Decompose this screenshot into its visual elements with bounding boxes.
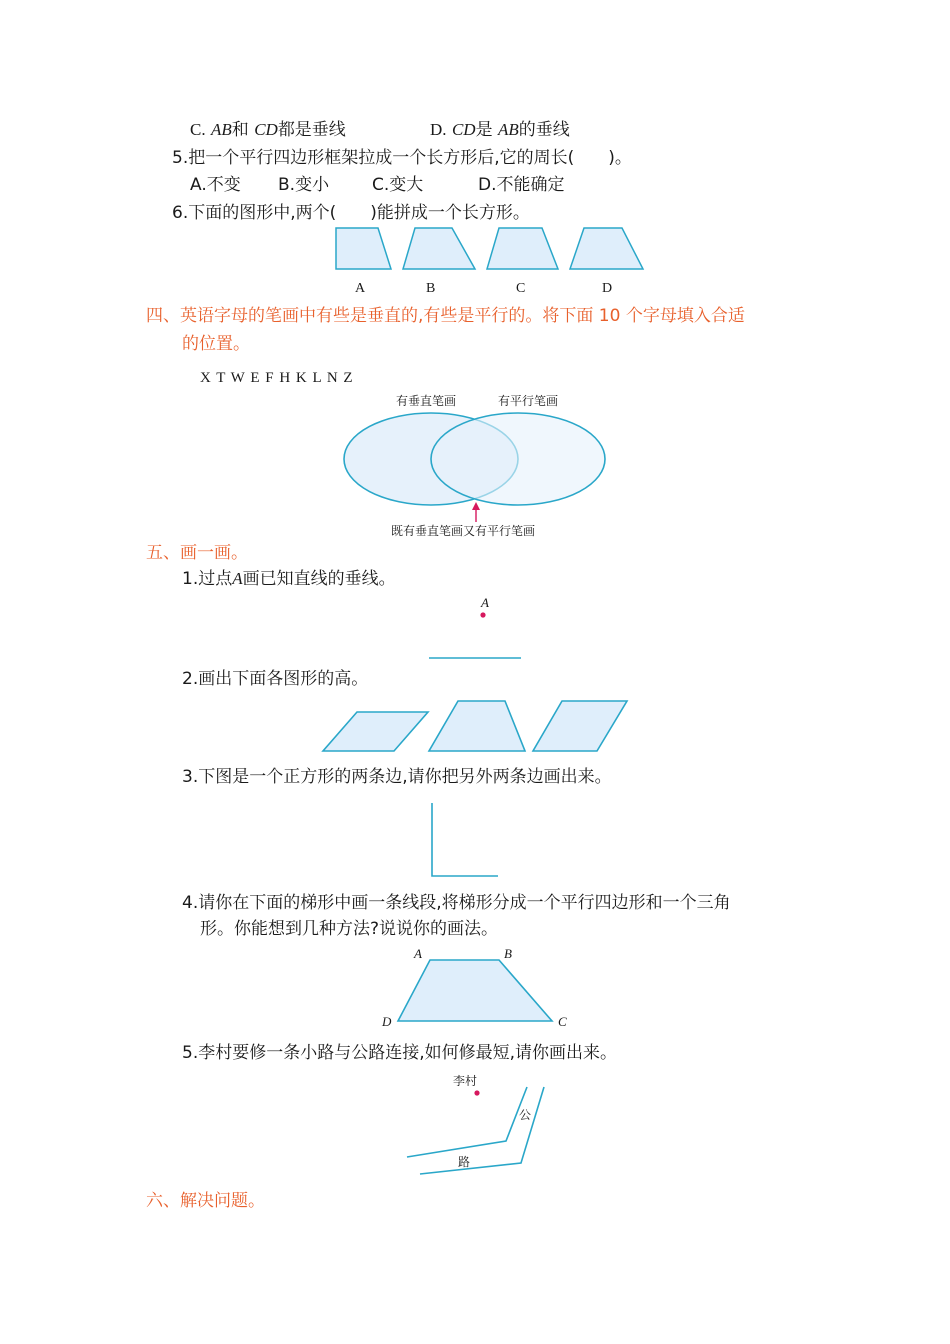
q5-option-b: B.变小 <box>278 175 330 195</box>
section-4-heading-cont: 的位置。 <box>182 334 250 354</box>
option-d: D. CD是 AB的垂线 <box>430 120 570 140</box>
option-c: C. AB和 CD都是垂线 <box>190 120 346 140</box>
letters-list: X T W E F H K L N Z <box>200 370 354 386</box>
q5-option-d: D.不能确定 <box>478 175 565 195</box>
label-c: C <box>516 281 526 296</box>
venn-right-caption: 有平行笔画 <box>498 394 559 408</box>
venn-left-caption: 有垂直笔画 <box>396 394 457 408</box>
shape-d-trapezoid <box>570 228 643 269</box>
vertex-c-label: C <box>558 1014 567 1029</box>
venn-arrow <box>472 502 480 522</box>
point-a-dot <box>480 612 485 617</box>
s5-question-1: 1.过点A画已知直线的垂线。 <box>182 569 396 589</box>
point-a-label: A <box>481 595 489 610</box>
parallelogram-2 <box>533 701 627 751</box>
trapezoid-q2 <box>429 701 525 751</box>
q2-shapes <box>323 701 627 751</box>
q6-shapes <box>336 228 643 269</box>
shape-c-trapezoid <box>487 228 558 269</box>
section-6-heading: 六、解决问题。 <box>146 1191 265 1211</box>
s5-question-4-cont: 形。你能想到几种方法?说说你的画法。 <box>200 919 499 939</box>
village-label: 李村 <box>453 1074 478 1088</box>
label-a: A <box>355 281 366 296</box>
s5-question-2: 2.画出下面各图形的高。 <box>182 669 369 689</box>
venn-right-ellipse <box>431 413 605 505</box>
vertex-d-label: D <box>382 1014 392 1029</box>
q5-option-a: A.不变 <box>190 175 241 195</box>
s5-question-3: 3.下图是一个正方形的两条边,请你把另外两条边画出来。 <box>182 767 612 787</box>
section-5-heading: 五、画一画。 <box>146 543 248 563</box>
section-4-heading: 四、英语字母的笔画中有些是垂直的,有些是平行的。将下面 10 个字母填入合适 <box>146 306 745 326</box>
venn-bottom-caption: 既有垂直笔画又有平行笔画 <box>391 524 536 538</box>
label-d: D <box>602 281 613 296</box>
trapezoid-abcd <box>398 960 552 1021</box>
road-label-2: 路 <box>458 1155 471 1169</box>
question-5: 5.把一个平行四边形框架拉成一个长方形后,它的周长( )。 <box>172 148 632 168</box>
vertex-b-label: B <box>504 946 512 961</box>
q5-option-c: C.变大 <box>372 175 424 195</box>
vertex-a-label: A <box>414 946 422 961</box>
road <box>407 1087 544 1174</box>
s5-question-4: 4.请你在下面的梯形中画一条线段,将梯形分成一个平行四边形和一个三角 <box>182 893 731 913</box>
parallelogram-1 <box>323 712 428 751</box>
label-b: B <box>426 281 436 296</box>
square-two-sides <box>432 803 498 876</box>
shape-b-trapezoid <box>403 228 475 269</box>
village-dot <box>474 1090 479 1095</box>
s5-question-5: 5.李村要修一条小路与公路连接,如何修最短,请你画出来。 <box>182 1043 618 1063</box>
question-6: 6.下面的图形中,两个( )能拼成一个长方形。 <box>172 203 530 223</box>
road-label-1: 公 <box>519 1108 532 1122</box>
venn-diagram <box>344 413 605 505</box>
shape-a-right-trapezoid <box>336 228 391 269</box>
